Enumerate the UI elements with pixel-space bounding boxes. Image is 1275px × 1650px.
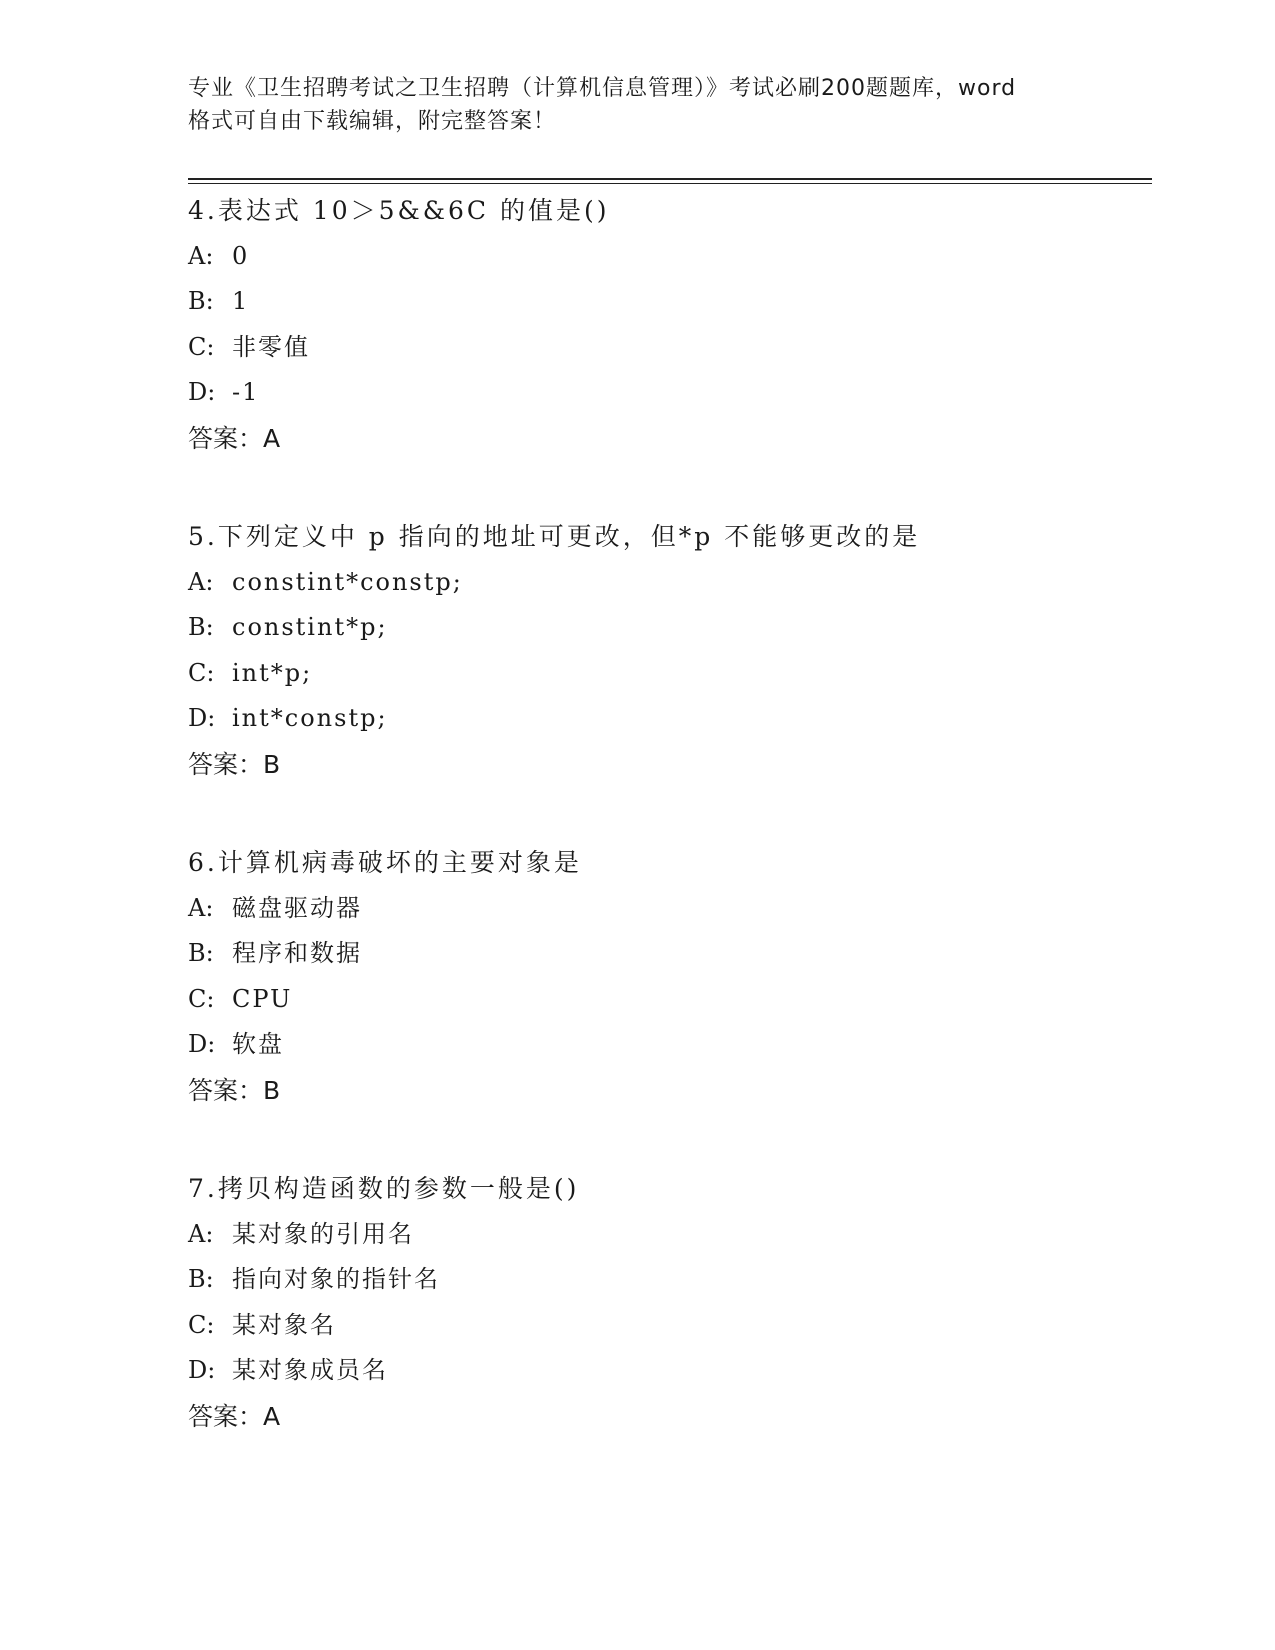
answer-text: 答案：A (188, 1401, 281, 1431)
option-text: 指向对象的指针名 (232, 1265, 440, 1293)
header-divider-thin (188, 183, 1152, 184)
option-d (188, 696, 1148, 742)
option-b (188, 931, 1148, 977)
header-divider-thick (188, 178, 1152, 180)
option-d (188, 370, 1148, 416)
question-list (188, 188, 1148, 1492)
option-letter: A: (188, 893, 214, 922)
option-text: 某对象名 (232, 1310, 336, 1339)
option-letter: A: (188, 1219, 214, 1248)
option-text: 程序和数据 (232, 939, 362, 967)
answer-text: 答案：A (188, 423, 281, 453)
question-text: 7.拷贝构造函数的参数一般是() (188, 1174, 580, 1203)
option-letter: C: (188, 332, 215, 361)
option-text: 软盘 (232, 1030, 284, 1058)
option-letter: A: (188, 567, 214, 596)
option-letter: B: (188, 1265, 214, 1293)
header-line-2: 格式可自由下载编辑，附完整答案！ (188, 109, 557, 134)
option-letter: B: (188, 613, 214, 641)
option-letter: C: (188, 658, 215, 687)
option-text: int*p; (232, 658, 313, 687)
question-item (188, 514, 1148, 787)
question-text: 5.下列定义中 p 指向的地址可更改，但*p 不能够更改的是 (188, 522, 921, 551)
option-text: CPU (232, 984, 293, 1013)
option-text: -1 (232, 378, 260, 406)
option-a (188, 1212, 1148, 1258)
option-text: 非零值 (232, 332, 310, 361)
option-letter: C: (188, 1310, 215, 1339)
option-b (188, 605, 1148, 651)
option-text: constint*constp; (232, 567, 463, 596)
option-letter: B: (188, 939, 214, 967)
option-c (188, 325, 1148, 371)
option-c (188, 977, 1148, 1023)
document-header (188, 72, 1088, 138)
option-letter: D: (188, 1030, 216, 1058)
option-c (188, 651, 1148, 697)
question-item (188, 1166, 1148, 1439)
option-d (188, 1022, 1148, 1068)
option-letter: D: (188, 704, 216, 732)
option-letter: C: (188, 984, 215, 1013)
option-letter: D: (188, 1356, 216, 1384)
question-text: 4.表达式 10＞5&&6C 的值是() (188, 196, 610, 225)
option-letter: A: (188, 241, 214, 270)
option-d (188, 1348, 1148, 1394)
option-text: 某对象的引用名 (232, 1219, 414, 1248)
option-a (188, 234, 1148, 280)
option-c (188, 1303, 1148, 1349)
option-letter: D: (188, 378, 216, 406)
option-b (188, 1257, 1148, 1303)
question-text: 6.计算机病毒破坏的主要对象是 (188, 848, 582, 877)
option-text: 磁盘驱动器 (232, 893, 362, 922)
option-letter: B: (188, 287, 214, 315)
option-text: 1 (232, 287, 250, 315)
option-text: 某对象成员名 (232, 1356, 388, 1384)
question-item (188, 188, 1148, 461)
option-text: 0 (232, 241, 250, 270)
header-line-1: 专业《卫生招聘考试之卫生招聘（计算机信息管理）》考试必刷200题题库，word (188, 76, 1017, 101)
option-text: constint*p; (232, 613, 388, 641)
question-item (188, 840, 1148, 1113)
option-b (188, 279, 1148, 325)
option-text: int*constp; (232, 704, 388, 732)
option-a (188, 886, 1148, 932)
option-a (188, 560, 1148, 606)
answer-text: 答案：B (188, 749, 281, 779)
answer-text: 答案：B (188, 1075, 281, 1105)
